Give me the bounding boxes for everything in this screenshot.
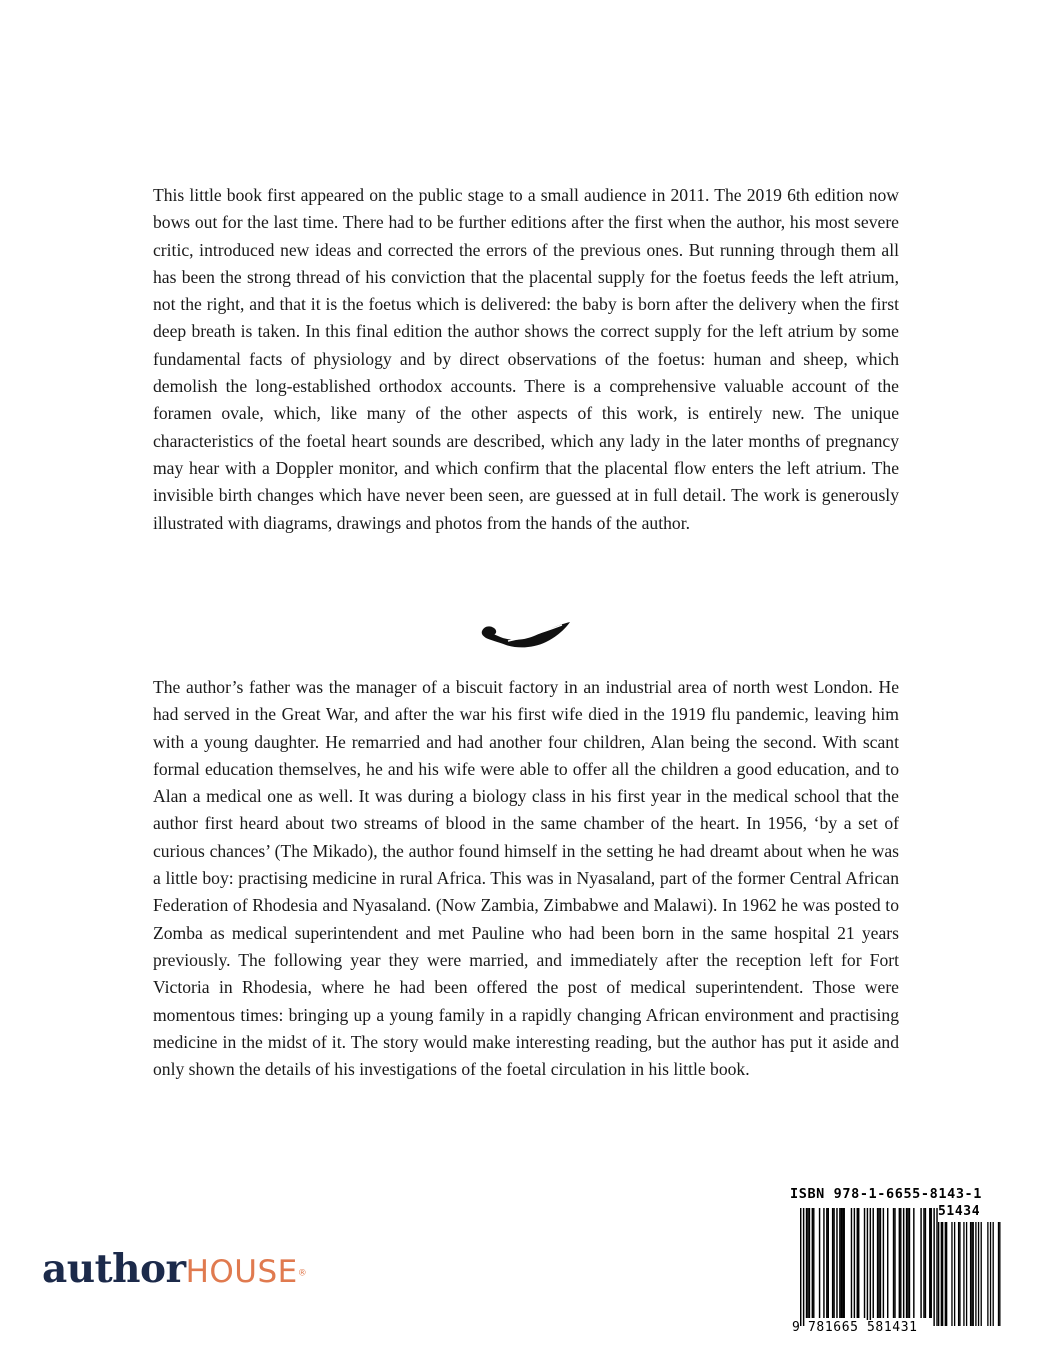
barcode-bar [836,1208,837,1318]
barcode-guard-bar [867,1208,868,1326]
leaf-ornament-icon [478,614,574,654]
addon-bar [954,1222,955,1326]
barcode-bar [878,1208,879,1318]
barcode-bar [842,1208,843,1318]
barcode-bar [854,1208,855,1318]
addon-bar [993,1222,994,1326]
addon-bar [987,1222,988,1326]
barcode-bar [873,1208,874,1318]
barcode-bar [894,1208,895,1318]
addon-bar [958,1222,959,1326]
barcode-bar [903,1208,904,1318]
barcode-bar [857,1208,858,1318]
barcode-bar [841,1208,842,1318]
barcode-bar [929,1208,930,1318]
publisher-logo [42,1246,307,1296]
addon-bar [963,1222,964,1326]
barcode-addon-number: 51434 [938,1204,981,1219]
barcode-bar [907,1208,908,1318]
barcode-guard-bar [933,1208,934,1326]
barcode-bar [920,1208,921,1318]
ean-first-digit: 9 [792,1320,801,1335]
addon-bar [971,1222,972,1326]
addon-bar [942,1222,943,1326]
barcode-bar [925,1208,926,1318]
barcode-bar [923,1208,924,1318]
barcode-bar [806,1208,807,1318]
barcode-bar [883,1208,884,1318]
barcode-bar [844,1208,845,1318]
barcode-bar [819,1208,820,1318]
barcode-bar [858,1208,859,1318]
barcode-bar [813,1208,814,1318]
barcode-bar [826,1208,827,1318]
addon-bar [973,1222,974,1326]
barcode-bar [913,1208,914,1318]
barcode-bar [900,1208,901,1318]
barcode-bar [909,1208,910,1318]
barcode-bar [877,1208,878,1318]
registered-mark: ® [297,1268,307,1279]
barcode-bar [832,1208,833,1318]
barcode-bar [864,1208,865,1318]
barcode-bar [931,1208,932,1318]
isbn-barcode [784,1186,1010,1338]
addon-bar [975,1222,976,1326]
barcode-bar [839,1208,840,1318]
barcode-bar [833,1208,834,1318]
publisher-logo-author: author [42,1246,186,1292]
barcode-bar [880,1208,881,1318]
barcode-bar [809,1208,810,1318]
addon-bar [998,1222,999,1326]
blurb-paragraph-1: This little book first appeared on the public stage to a small audience in 2011. The 2019 6th edition now bows out for the last time. There had to be further editions after the first when the author, his most severe critic, introduced new ideas and corrected the errors of the previous ones. But running through them all has been the strong thread of his conviction that the placental supply for the foetus feeds the left atrium, not the right, and that it is the foetus which is delivered: the baby is born after the delivery when the first deep breath is taken. In this final edition the author shows the correct supply for the left atrium by some fundamental facts of physiology and by direct observations of the foetus: human and sheep, which demolish the long-established orthodox accounts. There is a comprehensive valuable account of the foramen ovale, which, like many of the other aspects of this work, is entirely new. The unique characteristics of the foetal heart sounds are described, which any lady in the later months of pregnancy may hear with a Doppler monitor, and which confirm that the placental flow enters the left atrium. The invisible birth changes which have never been seen, are guessed at in full detail. The work is generously illustrated with diagrams, drawings and photos from the hands of the author. [153,185,899,533]
barcode-bar [807,1208,808,1318]
ean-digits: 781665 581431 [808,1320,918,1335]
addon-bar [999,1222,1000,1326]
addon-bar [951,1222,952,1326]
barcode-bar [812,1208,813,1318]
barcode-bar [899,1208,900,1318]
blurb-paragraph-2: The author’s father was the manager of a biscuit factory in an industrial area of north west London. He had served in the Great War, and after the war his first wife died in the 1919 flu pandemic, leaving him with a young daughter. He remarried and had another four children, Alan being the second. With scant formal education themselves, he and his wife were able to offer all the children a good education, and to Alan a medical one as well. It was during a biology class in his first year in the medical school that the author first heard about two streams of blood in the same chamber of the heart. In 1956, ‘by a set of curious chances’ (The Mikado), the author found himself in the setting he had dreamt about when he was a little boy: practising medicine in rural Africa. This was in Nyasaland, part of the former Central African Federation of Rhodesia and Nyasaland. (Now Zambia, Zimbabwe and Malawi). In 1962 he was posted to Zomba as medical superintendent and met Pauline who had been born in the same hospital 21 years previously. The following year they were married, and immediately after the reception left for Fort Victoria in Rhodesia, where he had been offered the post of medical superintendent. Those were momentous times: bringing up a young family in a rapidly changing African environment and practising medicine in the midst of it. The story would make interesting reading, but the author has put it aside and only shown the details of his investigations of the foetal circulation in his little book. [153,677,899,1080]
barcode-bar [828,1208,829,1318]
barcode-guard-bar [936,1208,937,1326]
barcode-bar [893,1208,894,1318]
barcode-guard-bar [870,1208,871,1326]
barcode-bar [887,1208,888,1318]
addon-bar [945,1222,946,1326]
addon-bar [959,1222,960,1326]
addon-bar [970,1222,971,1326]
addon-bar [941,1222,942,1326]
addon-bar [946,1222,947,1326]
addon-bar [990,1222,991,1326]
barcode-bar [851,1208,852,1318]
barcode-guard-bar [800,1208,801,1326]
addon-bar [966,1222,967,1326]
barcode-guard-bar [803,1208,804,1326]
barcode-bar [906,1208,907,1318]
addon-bar [978,1222,979,1326]
addon-bar [938,1222,939,1326]
publisher-logo-house: HOUSE [185,1254,298,1290]
isbn-label: ISBN 978-1-6655-8143-1 [790,1186,983,1202]
addon-bar [981,1222,982,1326]
barcode-bar [823,1208,824,1318]
